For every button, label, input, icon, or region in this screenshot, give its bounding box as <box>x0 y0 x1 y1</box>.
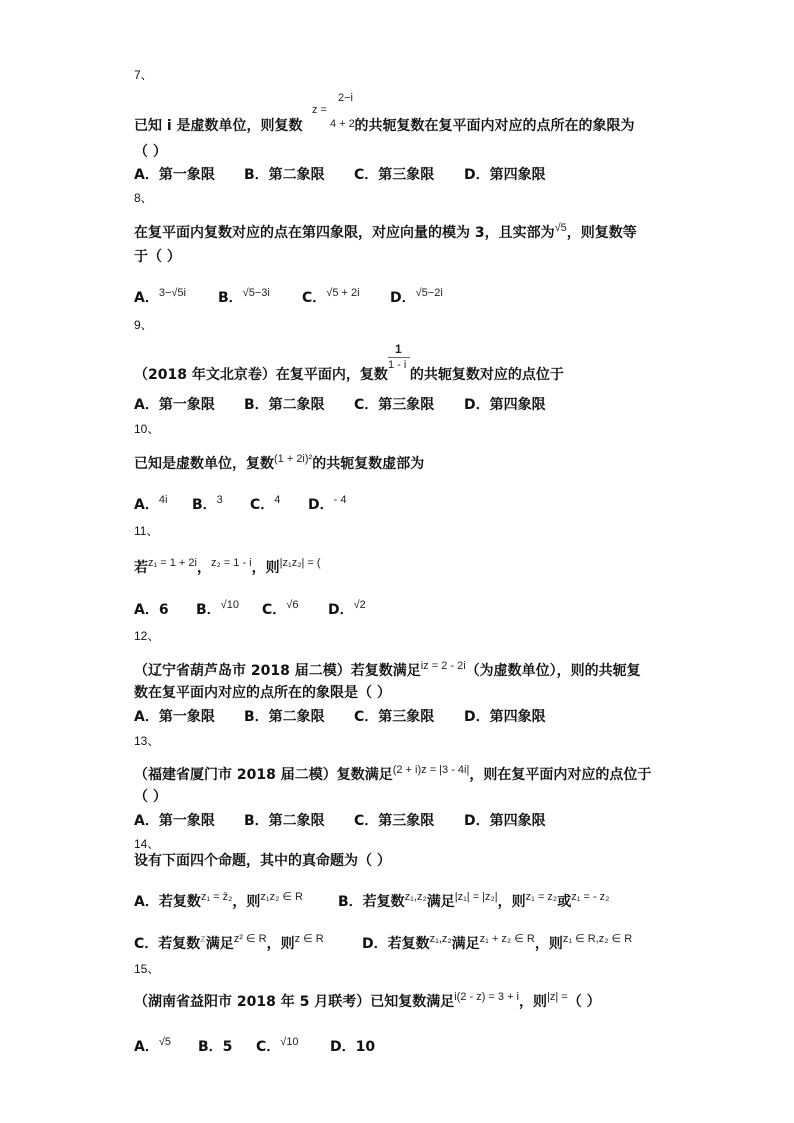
q7-text-c: （ ） <box>134 144 167 160</box>
question-8-number: 8、 <box>134 191 153 205</box>
q13-option-a: A．第一象限 <box>134 813 215 829</box>
q11-option-a: A．6 <box>134 602 169 618</box>
question-9-stem <box>134 366 564 384</box>
q11-text-c: ，则 <box>251 560 280 576</box>
q11-formula-z1: z₁ = 1 + 2i <box>148 557 197 569</box>
q8-option-d: D．$^{√5-2i}$ <box>390 287 443 306</box>
q13-formula: (2 + i)z = |3 - 4i| <box>392 764 470 776</box>
q15-option-b: B．5 <box>198 1039 233 1055</box>
q8-option-a: A．$^{3-√5i}$ <box>134 287 186 306</box>
question-14-row-ab <box>134 888 609 911</box>
q9-option-b: B．第二象限 <box>244 397 325 413</box>
q15-text-b: ，则 <box>519 994 547 1010</box>
q11-text-a: 若 <box>134 560 148 576</box>
q14-option-b: B．若复数$^{z_1,z_2}$满足$^{|z_1| = |z_2|}$，则$^{z_1 = z_2}$或$^{z_1 = - z_2}$ <box>338 891 610 910</box>
question-10-stem <box>134 450 424 473</box>
question-13-number: 13、 <box>134 734 160 748</box>
q10-text-b: 的共轭复数虚部为 <box>312 456 425 472</box>
question-9-number: 9、 <box>134 318 153 332</box>
question-7-number: 7、 <box>134 68 153 82</box>
q12-option-d: D．第四象限 <box>464 709 546 725</box>
q15-text-c: （ ） <box>567 994 601 1010</box>
q15-formula-abs: |z| = <box>547 991 568 1003</box>
q7-text-b: 的共轭复数在复平面内对应的点所在的象限为 <box>354 118 635 134</box>
q13-text-b: ，则在复平面内对应的点位于 <box>469 767 652 783</box>
q14-option-d: D．若复数$^{z_1,z_2}$满足$^{z_1 + z_2 \in R}$，则$^{z_1 \in R,z_2 \in R}$ <box>362 933 633 952</box>
question-7-stem <box>134 117 635 135</box>
q12-text-b: （为虚数单位），则的共轭复 <box>465 663 641 679</box>
q13-text-c: （ ） <box>134 789 167 805</box>
q10-option-d: D．$^{- 4}$ <box>308 494 347 513</box>
q12-formula: iz = 2 - 2i <box>420 660 466 672</box>
q12-option-c: C．第三象限 <box>354 709 435 725</box>
q8-text-b: ，则复数等 <box>566 225 637 241</box>
question-7-options <box>134 166 546 184</box>
q10-option-c: C．$^4$ <box>250 494 281 513</box>
q13-option-d: D．第四象限 <box>464 813 546 829</box>
q12-option-a: A．第一象限 <box>134 709 215 725</box>
question-11-number: 11、 <box>134 524 159 538</box>
q12-text-a: （辽宁省葫芦岛市 2018 届二模）若复数满足 <box>134 663 421 679</box>
q14-option-c: C．若复数$^z$满足$^{z^2 \in R}$，则$^{z \in R}$ <box>134 933 324 952</box>
q7-frac-numerator: 2−i <box>338 92 353 104</box>
q11-formula-abs: |z₁z₂| = ( <box>279 557 321 569</box>
q8-text-a: 在复平面内复数对应的点在第四象限，对应向量的模为 3，且实部为 <box>134 225 555 241</box>
question-10-number: 10、 <box>134 422 160 436</box>
q9-option-c: C．第三象限 <box>354 397 435 413</box>
q15-text-a: （湖南省益阳市 2018 年 5 月联考）已知复数满足 <box>134 994 455 1010</box>
q15-option-a: A．$^{√5}$ <box>134 1036 171 1055</box>
q9-frac-denominator: 1 - i <box>388 359 407 371</box>
q9-text-a: （2018 年文北京卷）在复平面内，复数 <box>134 367 388 383</box>
q13-option-c: C．第三象限 <box>354 813 435 829</box>
q10-option-a: A．$^{4i}$ <box>134 494 168 513</box>
question-15-number: 15、 <box>134 962 160 976</box>
q7-text-a: 已知 i 是虚数单位，则复数 <box>134 118 303 134</box>
q10-option-b: B．$^3$ <box>192 494 223 513</box>
q9-frac-numerator: 1 <box>395 342 402 356</box>
q7-option-d: D．第四象限 <box>464 167 546 183</box>
question-13-stem <box>134 761 651 784</box>
question-11-options <box>134 596 366 619</box>
q8-option-c: C．$^{√5 + 2i}$ <box>302 287 360 306</box>
question-12-stem <box>134 657 641 680</box>
q7-frac-denominator: 4 + 2i <box>330 118 358 130</box>
question-15-stem <box>134 988 601 1011</box>
q9-text-b: 的共轭复数对应的点位于 <box>409 367 564 383</box>
question-12-number: 12、 <box>134 629 160 643</box>
question-9-options <box>134 396 546 414</box>
q13-text-a: （福建省厦门市 2018 届二模）复数满足 <box>134 767 393 783</box>
q11-option-d: D．$^{√2}$ <box>328 599 366 618</box>
question-15-options <box>134 1033 375 1056</box>
q13-option-b: B．第二象限 <box>244 813 325 829</box>
question-8-stem <box>134 219 637 242</box>
q7-option-b: B．第二象限 <box>244 167 325 183</box>
q7-option-a: A．第一象限 <box>134 167 215 183</box>
q9-option-a: A．第一象限 <box>134 397 215 413</box>
q14-option-a: A．若复数$^{z_1 = z̄_2}$，则$^{z_1z_2 \in R}$ <box>134 891 303 910</box>
question-14-number: 14、 <box>134 837 160 851</box>
q7-option-c: C．第三象限 <box>354 167 435 183</box>
q12-option-b: B．第二象限 <box>244 709 325 725</box>
q15-option-c: C．$^{√10}$ <box>256 1036 299 1055</box>
q8-option-b: B．$^{√5-3i}$ <box>218 287 270 306</box>
q15-formula: i(2 - z) = 3 + i <box>454 991 519 1003</box>
q9-option-d: D．第四象限 <box>464 397 546 413</box>
q11-formula-z2: z₂ = 1 - i <box>210 557 252 569</box>
q11-option-c: C．$^{√6}$ <box>262 599 299 618</box>
q10-text-a: 已知是虚数单位，复数 <box>134 456 274 472</box>
question-11-stem <box>134 554 321 577</box>
q10-formula: (1 + 2i)² <box>274 453 313 465</box>
question-10-options <box>134 491 346 514</box>
question-8-options <box>134 284 443 307</box>
q8-text-c: 于（ ） <box>134 249 181 265</box>
q14-text-a: 设有下面四个命题，其中的真命题为（ ） <box>134 853 391 869</box>
question-12-options <box>134 708 546 726</box>
q15-option-d: D．10 <box>330 1039 376 1055</box>
question-13-options <box>134 812 546 830</box>
q12-text-c: 数在复平面内对应的点所在的象限是（ ） <box>134 685 391 701</box>
q11-option-b: B．$^{√10}$ <box>196 599 239 618</box>
q7-frac-lead: z = <box>312 104 327 116</box>
q8-formula-sqrt5: √5 <box>554 222 567 234</box>
question-14-row-cd <box>134 930 632 953</box>
q11-text-b: ， <box>196 560 211 576</box>
